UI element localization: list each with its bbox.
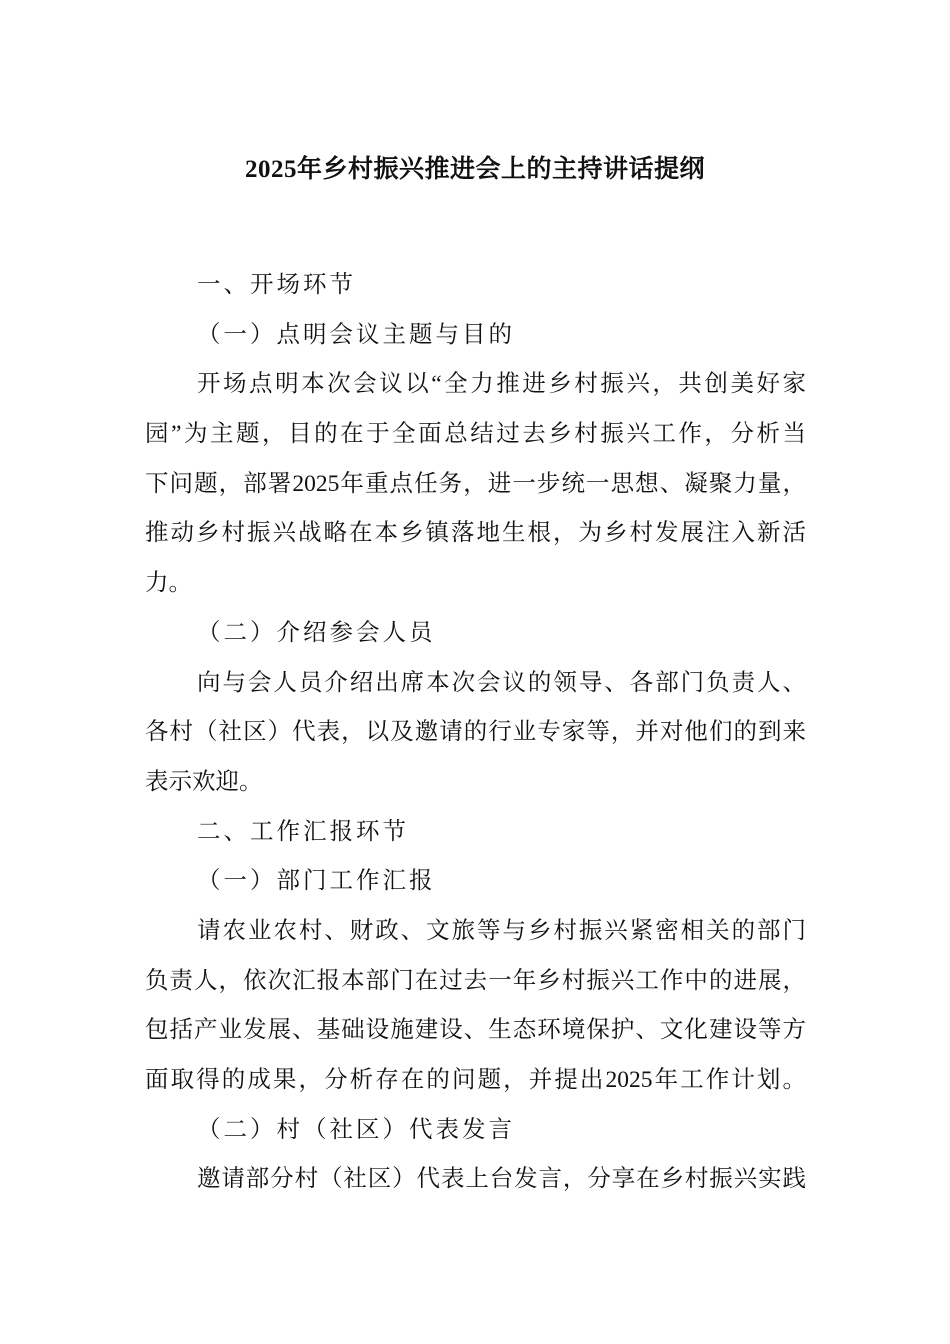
- section-heading: 二、工作汇报环节: [197, 818, 409, 845]
- section-heading: （一）点明会议主题与目的: [197, 321, 515, 348]
- paragraph-line: 请农业农村、财政、文旅等与乡村振兴紧密相关的部门: [197, 917, 806, 944]
- paragraph-line: 包括产业发展、基础设施建设、生态环境保护、文化建设等方: [145, 1017, 806, 1044]
- document-title: 2025年乡村振兴推进会上的主持讲话提纲: [244, 156, 705, 183]
- paragraph-line: 下问题，部署2025年重点任务，进一步统一思想、凝聚力量，: [145, 470, 806, 497]
- paragraph-line: 开场点明本次会议以“全力推进乡村振兴，共创美好家: [197, 371, 806, 398]
- paragraph-line: 各村（社区）代表，以及邀请的行业专家等，并对他们的到来: [145, 719, 806, 746]
- section-heading: （二）介绍参会人员: [197, 619, 436, 646]
- paragraph-line: 推动乡村振兴战略在本乡镇落地生根，为乡村发展注入新活: [145, 520, 806, 547]
- section-heading: （一）部门工作汇报: [197, 868, 436, 895]
- paragraph-line: 面取得的成果，分析存在的问题，并提出2025年工作计划。: [145, 1067, 806, 1093]
- document-body: [145, 261, 806, 1205]
- paragraph-line: 力。: [145, 570, 192, 597]
- paragraph-line: 负责人，依次汇报本部门在过去一年乡村振兴工作中的进展，: [145, 967, 806, 994]
- paragraph-line: 邀请部分村（社区）代表上台发言，分享在乡村振兴实践: [197, 1166, 806, 1193]
- paragraph-line: 园”为主题，目的在于全面总结过去乡村振兴工作，分析当: [145, 421, 806, 448]
- section-heading: 一、开场环节: [197, 272, 356, 298]
- paragraph-line: 向与会人员介绍出席本次会议的领导、各部门负责人、: [197, 669, 806, 696]
- section-heading: （二）村（社区）代表发言: [197, 1116, 515, 1143]
- paragraph-line: 表示欢迎。: [145, 768, 263, 795]
